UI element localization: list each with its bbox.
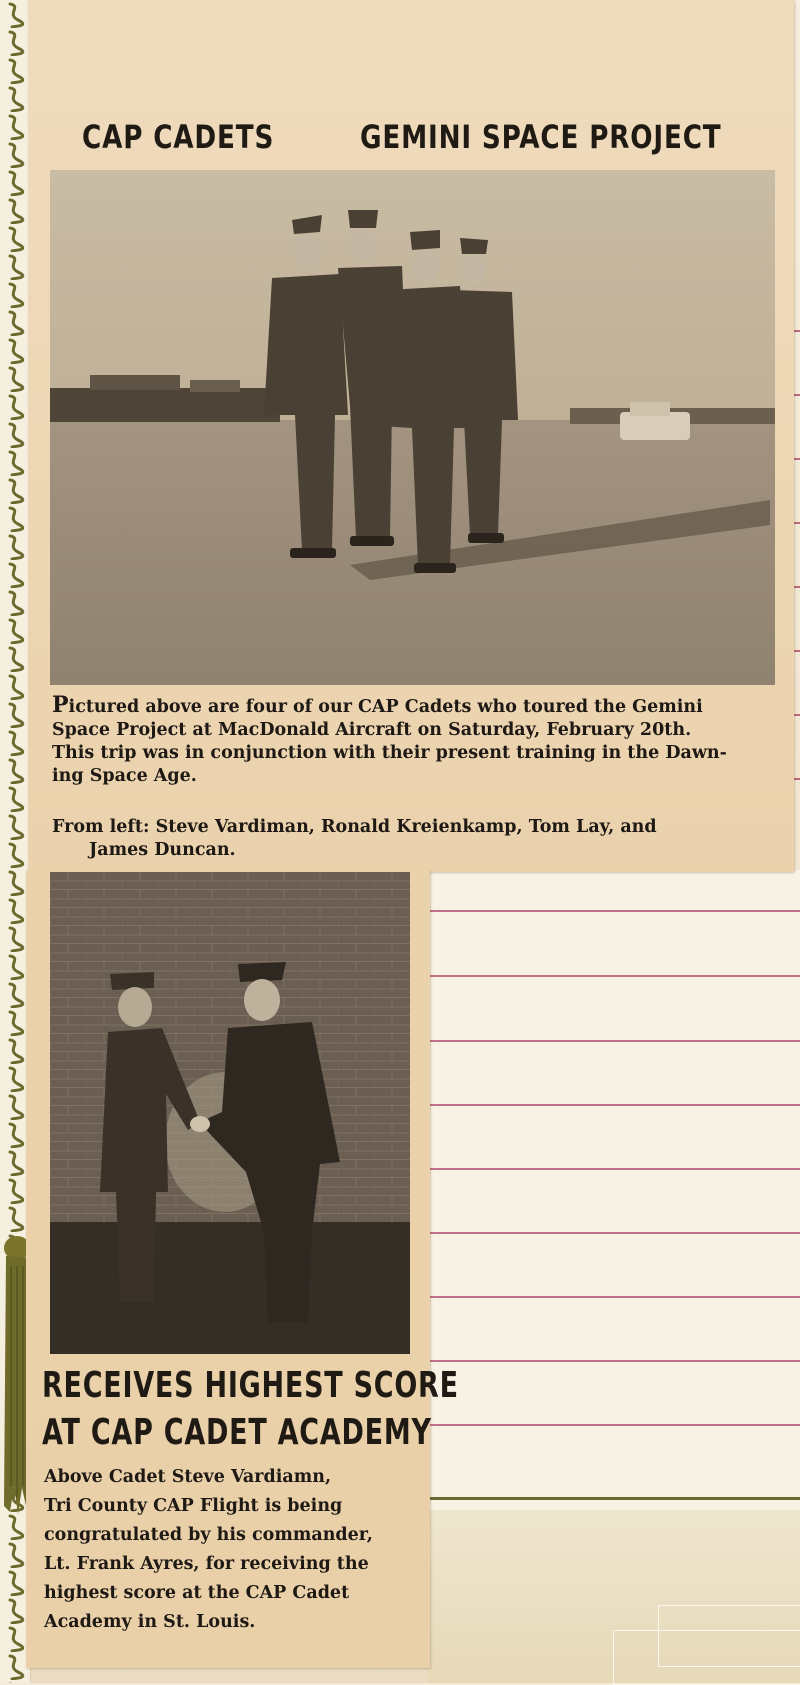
rule-line	[428, 1040, 800, 1042]
caption-names	[52, 816, 797, 862]
backing-board	[428, 1510, 800, 1683]
caption-line: Above Cadet Steve Vardiamn,	[44, 1467, 332, 1487]
backing-box	[613, 1630, 800, 1685]
headline-cap-cadets: CAP CADETS	[82, 118, 275, 156]
caption-line: Lt. Frank Ayres, for receiving the	[44, 1554, 369, 1574]
caption-line: highest score at the CAP Cadet	[44, 1583, 350, 1603]
headline-gemini-project: GEMINI SPACE PROJECT	[360, 118, 722, 156]
headline-receives-highest-score: RECEIVES HIGHEST SCORE	[42, 1365, 459, 1406]
caption-line: Tri County CAP Flight is being	[44, 1496, 343, 1516]
names-line: James Duncan.	[89, 840, 236, 860]
rule-line	[428, 975, 800, 977]
caption-line-text: ictured above are four of our CAP Cadets who toured the Gemini	[68, 697, 703, 717]
caption-line: congratulated by his commander,	[44, 1525, 373, 1545]
names-line: From left: Steve Vardiman, Ronald Kreienkamp, Tom Lay, and	[52, 817, 657, 837]
rule-line	[428, 1104, 800, 1106]
rule-line-bottom	[428, 1497, 800, 1500]
caption-line: Academy in St. Louis.	[44, 1612, 256, 1632]
rule-line	[428, 1232, 800, 1234]
rule-line	[428, 1296, 800, 1298]
caption-line: Space Project at MacDonald Aircraft on Saturday, February 20th.	[52, 720, 692, 740]
lined-notebook-paper	[428, 870, 800, 1510]
rule-line	[428, 1424, 800, 1426]
rule-line	[428, 910, 800, 912]
caption-line: This trip was in conjunction with their present training in the Dawn-	[52, 743, 727, 763]
caption-drop-letter: P	[52, 692, 69, 718]
caption-line: ing Space Age.	[52, 766, 197, 786]
rule-line	[428, 1168, 800, 1170]
photo-handshake	[50, 872, 410, 1354]
caption-gemini	[52, 694, 797, 788]
headline-cap-cadet-academy: AT CAP CADET ACADEMY	[42, 1412, 432, 1453]
photo-four-cadets	[50, 170, 775, 685]
rule-line	[428, 1360, 800, 1362]
caption-line	[52, 694, 797, 719]
caption-highest-score	[44, 1463, 424, 1637]
